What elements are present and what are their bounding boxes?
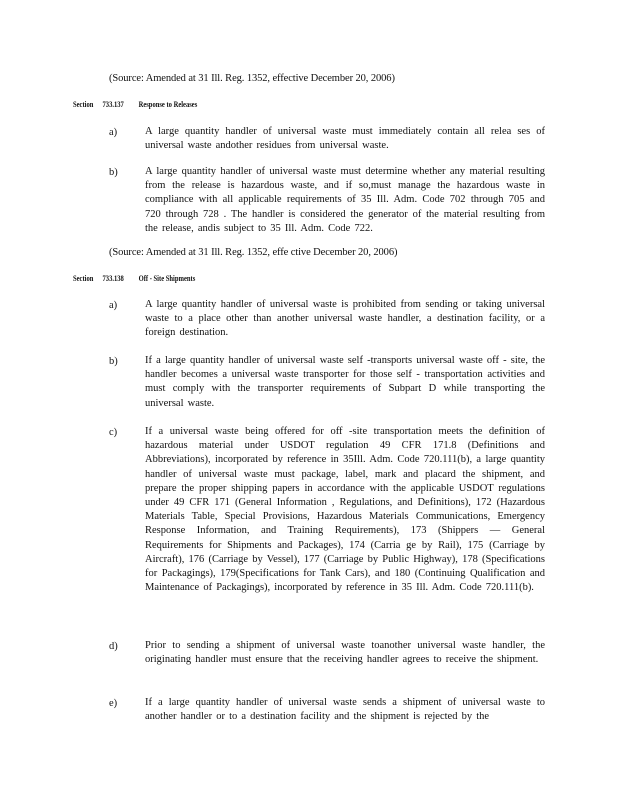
item-label: a) <box>109 127 118 138</box>
section-number: 733.137 <box>102 100 124 109</box>
item-label: c) <box>109 427 118 438</box>
item-label: d) <box>109 641 118 652</box>
source-note: (Source: Amended at 31 Ill. Reg. 1352, effective December 20, 2006) <box>109 73 395 84</box>
item-text: If a large quantity handler of universal waste self -transports universal waste off - site, the handler becomes a universal waste transporter for those self - transportation activities and must comply with the transporter requirements of Subpart D while transporting the universal waste. <box>145 355 545 409</box>
section-title: Response to Releases <box>138 100 198 109</box>
item-text: Prior to sending a shipment of universal waste toanother universal waste handler, the originating handler must ensure that the receiving handler agrees to receive the shipment. <box>145 640 545 666</box>
section-title: Off - Site Shipments <box>138 274 196 283</box>
item-label: a) <box>109 300 118 311</box>
item-label: b) <box>109 356 118 367</box>
item-label: b) <box>109 167 118 178</box>
section-number: 733.138 <box>102 274 124 283</box>
source-note: (Source: Amended at 31 Ill. Reg. 1352, effe ctive December 20, 2006) <box>109 247 398 258</box>
section-heading <box>73 274 195 283</box>
section-word: Section <box>73 274 94 283</box>
item-text: If a universal waste being offered for off -site transportation meets the definition of hazardous material under USDOT regulation 49 CFR 171.8 (Definitions and Abbreviations), incorporated by reference in 35Ill. Adm. Code 720.111(b), a large quantity handler of universal waste must package, label, mark and placard the shipment, and prepare the proper shipping papers in accordance with the applicable USDOT regulations under 49 CFR 171 (General Information , Regulations, and Definitions), 172 (Hazardous Materials Table, Special Provisions, Hazardous Materials Communications, Emergency Response Information, and Training Requirements), 173 (Shippers — General Requirements for Shipments and Packages), 174 (Carria ge by Rail), 175 (Carriage by Aircraft), 176 (Carriage by Vessel), 177 (Carriage by Public Highway), 178 (Specifications for Packagings), 179(Specifications for Tank Cars), and 180 (Continuing Qualification and Maintenance of Packagings), incorporated by reference in 35 Ill. Adm. Code 720.111(b). <box>145 426 545 594</box>
section-heading <box>73 100 197 109</box>
section-word: Section <box>73 100 94 109</box>
item-text: If a large quantity handler of universal waste sends a shipment of universal waste to another handler or to a destination facility and the shipment is rejected by the <box>145 697 545 723</box>
item-text: A large quantity handler of universal waste is prohibited from sending or taking universal waste to a place other than another universal waste handler, a destination facility, or a foreign destination. <box>145 299 545 339</box>
item-label: e) <box>109 698 118 709</box>
item-text: A large quantity handler of universal waste must determine whether any material resulting from the release is hazardous waste, and if so,must manage the hazardous waste in compliance with all applicable requirements of 35 Ill. Adm. Code 702 through 705 and 720 through 728 . The handler is considered the generator of the material resulting from the release, andis subject to 35 Ill. Adm. Code 722. <box>145 166 545 234</box>
item-text: A large quantity handler of universal waste must immediately contain all relea ses of universal waste andother residues from universal waste. <box>145 126 545 152</box>
